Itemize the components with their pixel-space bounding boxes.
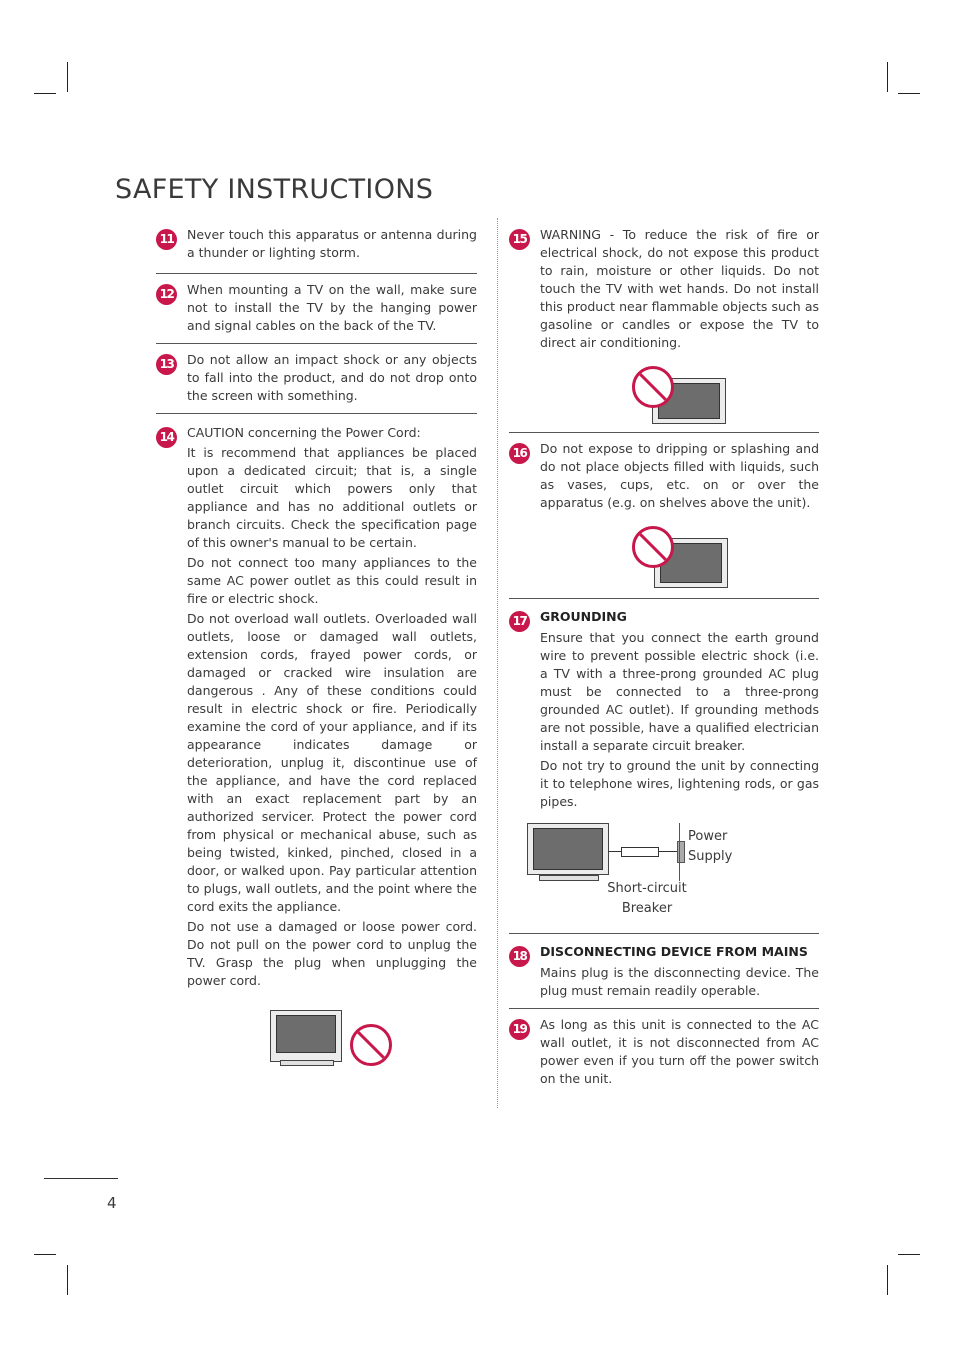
crop-mark bbox=[887, 1265, 888, 1295]
power-supply-line bbox=[679, 823, 680, 881]
power-cord-illustration bbox=[270, 1010, 394, 1070]
item-number-badge: 11 bbox=[156, 229, 177, 250]
item-heading: DISCONNECTING DEVICE FROM MAINS bbox=[540, 944, 808, 959]
crop-mark bbox=[67, 1265, 68, 1295]
page-number-rule bbox=[44, 1178, 118, 1179]
power-supply-label: Power Supply bbox=[688, 829, 733, 864]
instruction-item-14 bbox=[156, 414, 477, 1070]
instruction-item-12 bbox=[156, 274, 477, 344]
item-number-badge: 13 bbox=[156, 354, 177, 375]
no-water-icon bbox=[632, 366, 674, 408]
item-text: Do not expose to dripping or splashing and do not place objects filled with liquids, such as vases, cups, etc. on or over the apparatus (e.g. on shelves above the unit). bbox=[540, 441, 819, 510]
item-number-badge: 14 bbox=[156, 427, 177, 448]
tv-icon bbox=[527, 823, 609, 875]
breaker-label: Short-circuit Breaker bbox=[607, 881, 687, 916]
instruction-item-11 bbox=[156, 226, 477, 274]
item-number-badge: 16 bbox=[509, 443, 530, 464]
circuit-breaker-icon bbox=[621, 847, 659, 857]
no-liquid-illustration bbox=[632, 366, 728, 426]
item-text: Do not use a damaged or loose power cord. Do not pull on the power cord to unplug the TV. Grasp the plug when unplugging the power cord. bbox=[187, 919, 477, 988]
item-text: Do not allow an impact shock or any objects to fall into the product, and do not drop onto the screen with something. bbox=[187, 352, 477, 403]
instruction-item-18 bbox=[509, 934, 819, 1009]
page-title: SAFETY INSTRUCTIONS bbox=[115, 174, 434, 206]
no-vase-illustration bbox=[632, 526, 728, 592]
left-column bbox=[156, 226, 477, 1070]
item-text: WARNING - To reduce the risk of fire or electrical shock, do not expose this product to rain, moisture or other liquids. Do not touch the TV with wet hands. Do not install this product near flammable objects such as gasoline or candles or expose the TV to direct air conditioning. bbox=[540, 227, 819, 350]
item-text: As long as this unit is connected to the AC wall outlet, it is not disconnected from AC power even if you turn off the power switch on the unit. bbox=[540, 1017, 819, 1086]
item-heading: GROUNDING bbox=[540, 609, 627, 624]
item-text: Do not overload wall outlets. Overloaded wall outlets, loose or damaged wall outlets, extension cords, frayed power cords, or damaged or cracked wire insulation are dangerous . Any of these conditions could result in electric shock or fire. Periodically examine the cord of your appliance, and if its appearance indicates damage or deterioration, unplug it, discontinue use of the appliance, and have the cord replaced with an exact replacement part by an authorized servicer. Protect the power cord from physical or mechanical abuse, such as being twisted, kinked, pinched, closed in a door, or walked upon. Pay particular attention to plugs, wall outlets, and the point where the cord exits the appliance. bbox=[187, 611, 477, 914]
no-pulling-cord-icon bbox=[350, 1024, 392, 1066]
column-divider bbox=[497, 218, 498, 1108]
page-number: 4 bbox=[107, 1194, 117, 1212]
item-text: Never touch this apparatus or antenna during a thunder or lighting storm. bbox=[187, 227, 477, 260]
no-vase-icon bbox=[632, 526, 674, 568]
item-text: Ensure that you connect the earth ground wire to prevent possible electric shock (i.e. a TV with a three-prong grounded AC plug must be connected to a three-prong grounded AC outlet). If grounding methods are not possible, have a qualified electrician install a separate circuit breaker. bbox=[540, 630, 819, 753]
right-column bbox=[509, 226, 819, 1090]
crop-mark bbox=[898, 1254, 920, 1255]
crop-mark bbox=[898, 93, 920, 94]
grounding-diagram bbox=[527, 823, 806, 923]
item-text: When mounting a TV on the wall, make sure not to install the TV by the hanging power and signal cables on the back of the TV. bbox=[187, 282, 477, 333]
crop-mark bbox=[67, 62, 68, 92]
instruction-item-19 bbox=[509, 1009, 819, 1088]
item-text: Mains plug is the disconnecting device. The plug must remain readily operable. bbox=[540, 965, 819, 998]
instruction-item-15 bbox=[509, 226, 819, 433]
crop-mark bbox=[887, 62, 888, 92]
item-number-badge: 12 bbox=[156, 284, 177, 305]
crop-mark bbox=[34, 93, 56, 94]
instruction-item-13 bbox=[156, 344, 477, 414]
item-text: CAUTION concerning the Power Cord: bbox=[187, 425, 421, 440]
instruction-item-17 bbox=[509, 599, 819, 934]
item-number-badge: 17 bbox=[509, 611, 530, 632]
instruction-item-16 bbox=[509, 433, 819, 599]
item-text: Do not try to ground the unit by connecting it to telephone wires, lightening rods, or gas pipes. bbox=[540, 758, 819, 809]
tv-icon bbox=[270, 1010, 342, 1062]
item-text: Do not connect too many appliances to the same AC power outlet as this could result in fire or electric shock. bbox=[187, 555, 477, 606]
item-number-badge: 19 bbox=[509, 1019, 530, 1040]
item-number-badge: 15 bbox=[509, 229, 530, 250]
item-text: It is recommend that appliances be placed upon a dedicated circuit; that is, a single outlet circuit which powers only that appliance and has no additional outlets or branch circuits. Check the specification page of this owner's manual to be certain. bbox=[187, 445, 477, 550]
item-number-badge: 18 bbox=[509, 946, 530, 967]
crop-mark bbox=[34, 1254, 56, 1255]
